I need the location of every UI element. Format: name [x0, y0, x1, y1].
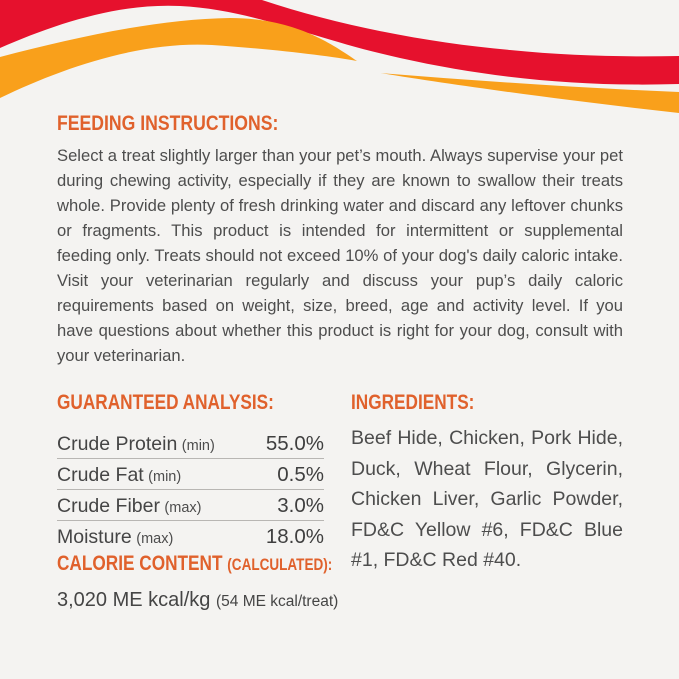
ingredients-heading	[351, 391, 623, 415]
ingredients-heading-text: INGREDIENTS:	[351, 391, 475, 414]
analysis-row-crude-protein	[57, 428, 324, 459]
guaranteed-analysis-heading	[57, 391, 324, 415]
calorie-content-heading-text: CALORIE CONTENT (CALCULATED):	[57, 552, 333, 575]
analysis-row-moisture	[57, 521, 324, 552]
analysis-label: Moisture (max)	[57, 526, 174, 548]
analysis-row-crude-fiber	[57, 490, 324, 521]
guaranteed-analysis-heading-text: GUARANTEED ANALYSIS:	[57, 391, 274, 414]
analysis-row-crude-fat	[57, 459, 324, 490]
calorie-content-heading	[57, 552, 333, 576]
analysis-label: Crude Protein (min)	[57, 433, 215, 455]
swoosh-header-graphic	[0, 0, 679, 125]
guaranteed-analysis-table	[57, 428, 324, 552]
calorie-content-heading-note: (CALCULATED):	[227, 556, 333, 574]
feeding-instructions-heading-text: FEEDING INSTRUCTIONS:	[57, 111, 279, 135]
analysis-value: 3.0%	[277, 494, 324, 517]
analysis-value: 18.0%	[265, 525, 324, 548]
guaranteed-analysis-section	[57, 391, 339, 612]
feeding-instructions-heading	[57, 111, 623, 136]
analysis-label: Crude Fat (min)	[57, 464, 182, 486]
calorie-content-note: (54 ME kcal/treat)	[215, 593, 339, 610]
analysis-label: Crude Fiber (max)	[57, 495, 202, 517]
analysis-value: 0.5%	[277, 463, 324, 486]
calorie-content-value: 3,020 ME kcal/kg (54 ME kcal/treat)	[57, 589, 339, 611]
ingredients-text: Beef Hide, Chicken, Pork Hide, Duck, Wheat Flour, Glycerin, Chicken Liver, Garlic Powder, FD&C Yellow #6, FD&C Blue #1, FD&C Red #40.	[351, 427, 623, 571]
feeding-instructions-section	[57, 111, 623, 368]
ingredients-section	[351, 391, 623, 576]
feeding-instructions-text: Select a treat slightly larger than your pet’s mouth. Always supervise your pet during chewing activity, especially if they are known to swallow their treats whole. Provide plenty of fresh drinking water and discard any leftover chunks or fragments. This product is intended for intermittent or supplemental feeding only. Treats should not exceed 10% of your dog's daily caloric intake. Visit your veterinarian regularly and discuss your pup’s daily caloric requirements based on weight, size, breed, age and activity level. If you have questions about whether this product is right for your dog, consult with your veterinarian.	[57, 146, 623, 365]
analysis-value: 55.0%	[265, 432, 324, 455]
